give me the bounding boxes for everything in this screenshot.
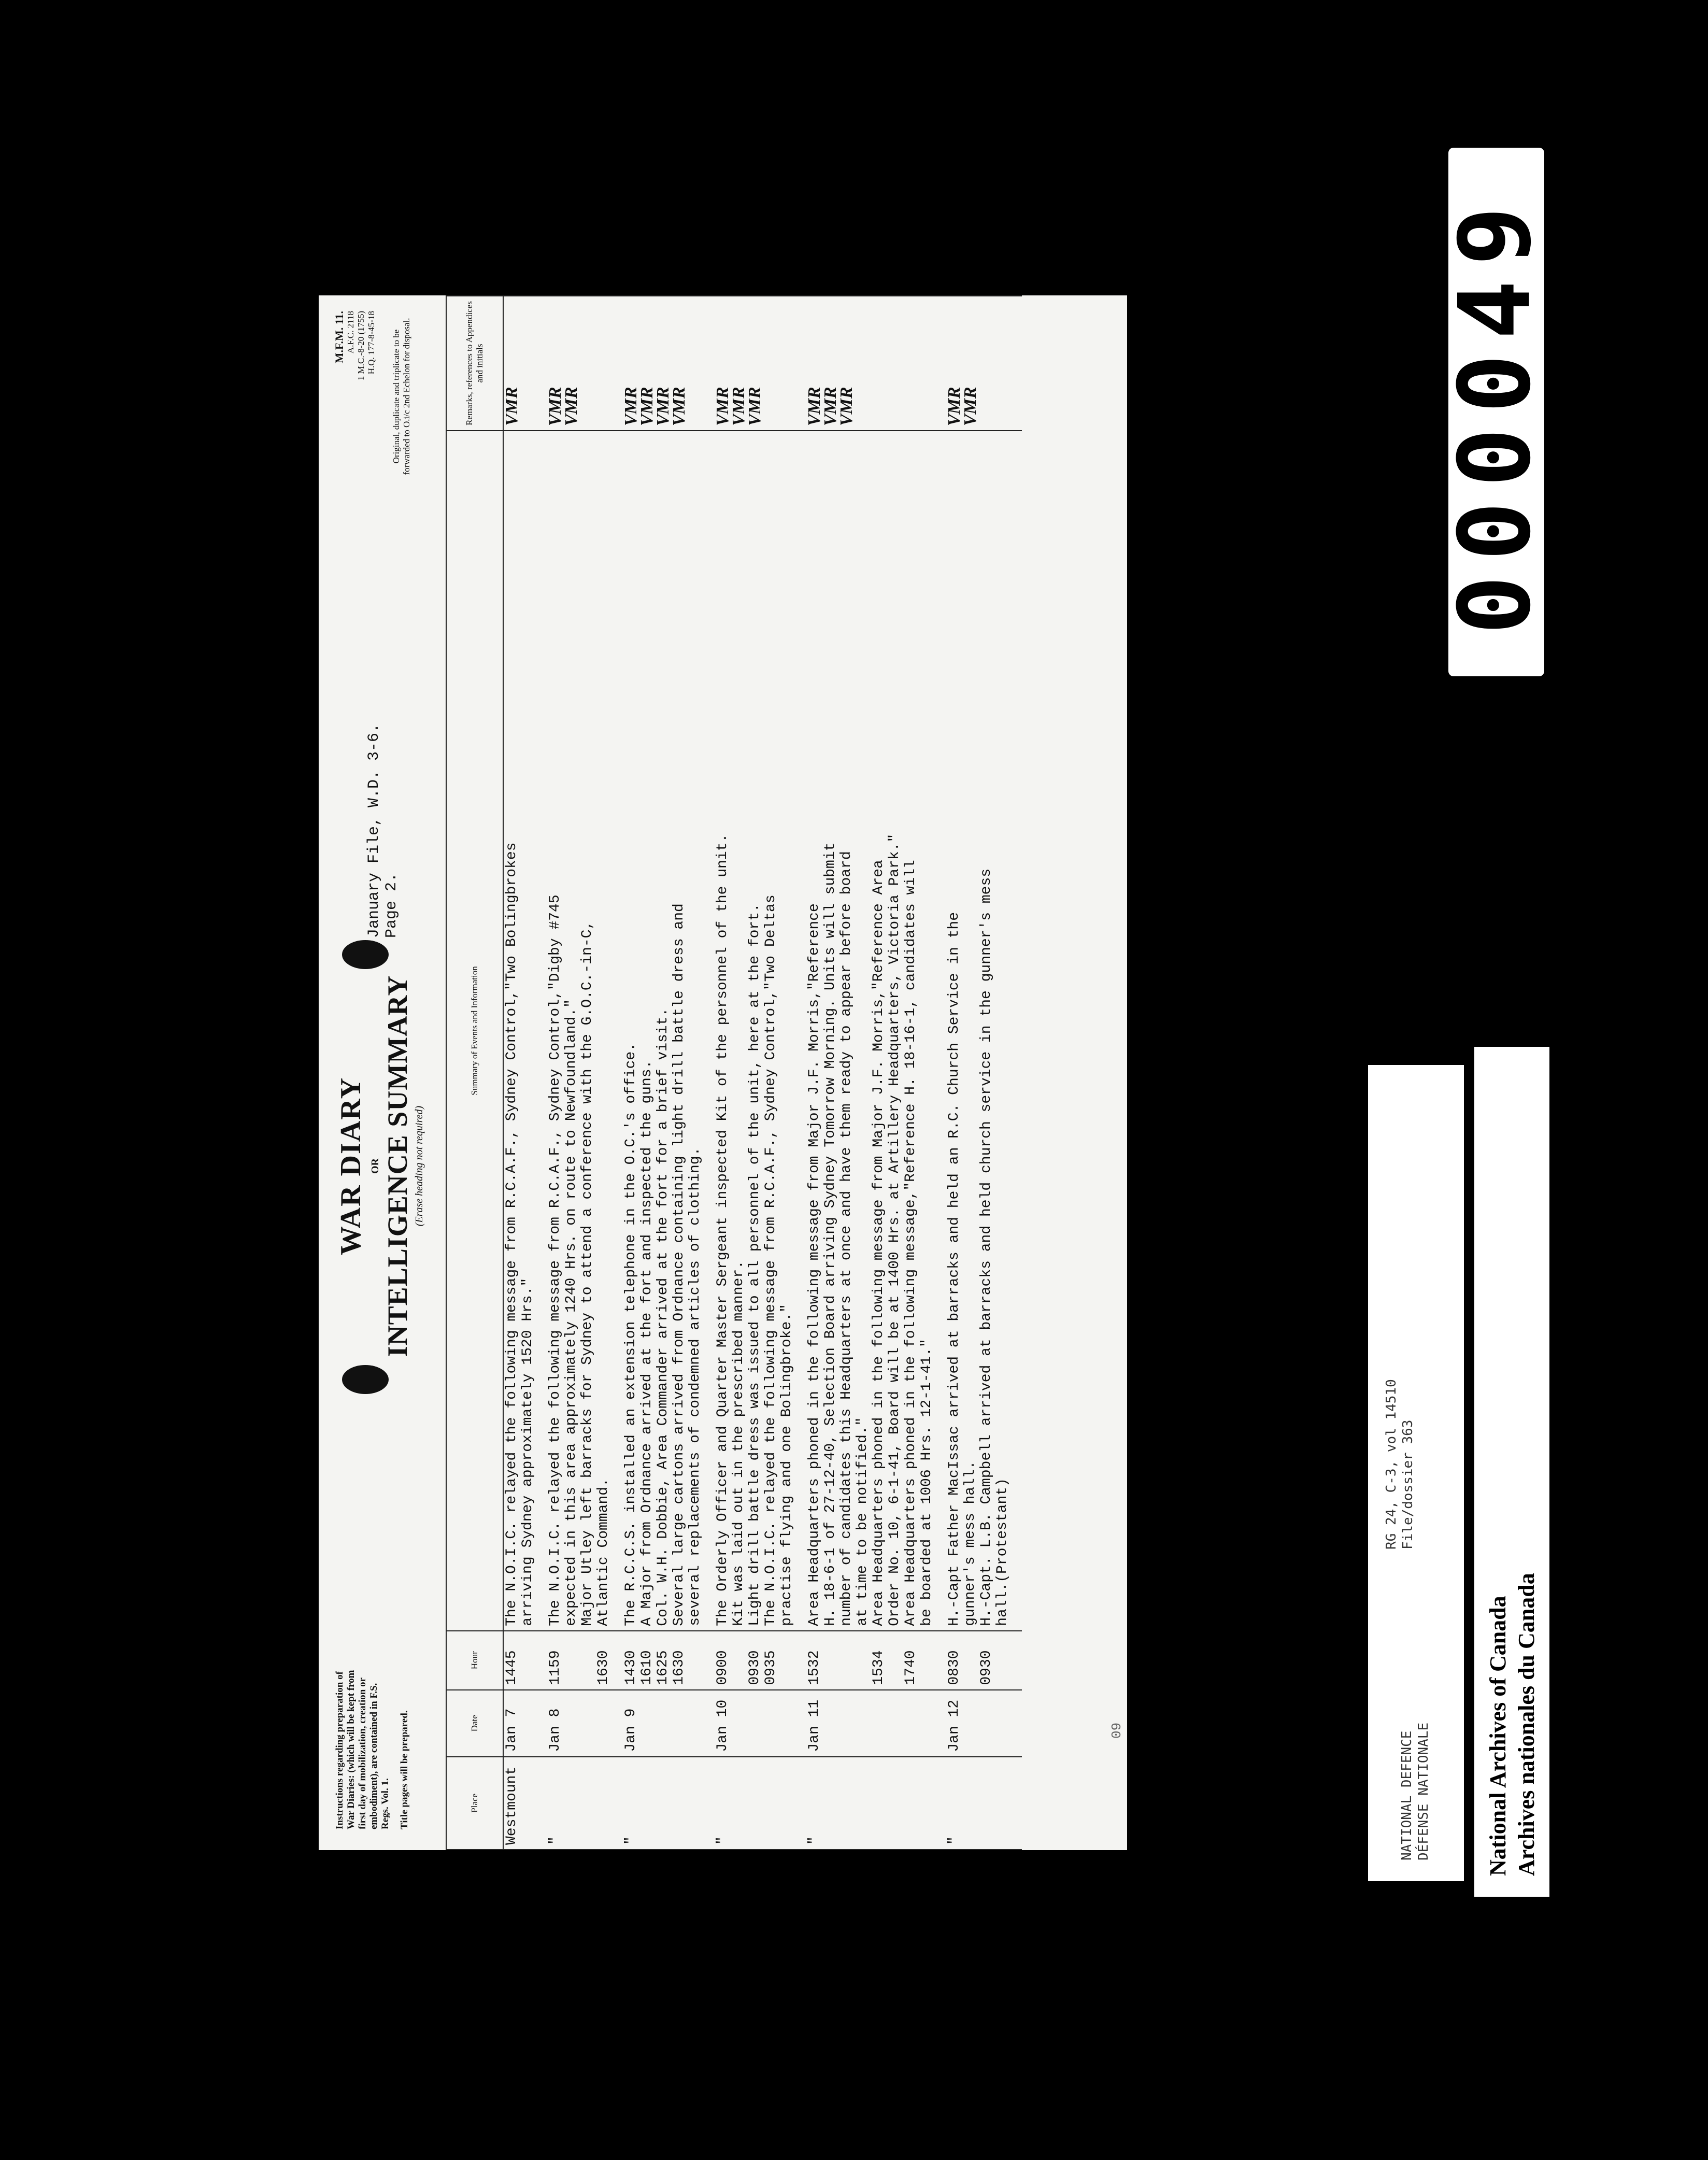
hour-text: 1445 — [504, 1650, 520, 1685]
hour-text: 1630 — [671, 1650, 687, 1685]
summary-line: hall.(Protestant) — [994, 1478, 1010, 1626]
summary-line: Kit was laid out in the prescribed manner. — [731, 1260, 747, 1626]
hour-text: 0900 — [715, 1650, 731, 1685]
reel-number-block — [1437, 148, 1553, 676]
hour-text: 1532 — [806, 1650, 822, 1685]
entry-date — [715, 1690, 795, 1757]
place-text: " — [623, 1836, 639, 1845]
archive-reference-label — [1368, 1065, 1464, 1881]
hour-text — [962, 1636, 978, 1685]
page-number: 09 — [1109, 1722, 1125, 1739]
entry-date — [946, 1690, 1010, 1757]
spacer-cell — [611, 431, 623, 1631]
summary-line: The Orderly Officer and Quarter Master Sergeant inspected Kit of the personnel of the unit. — [715, 833, 731, 1626]
hour-text: 1610 — [639, 1650, 655, 1685]
summary-line: gunner's mess hall. — [962, 1460, 978, 1626]
summary-line: Several large cartons arrived from Ordnance containing light drill battle dress and — [671, 903, 687, 1626]
entry-date — [806, 1690, 935, 1757]
initials-mark: VMR — [837, 387, 856, 427]
initials-mark: VMR — [821, 387, 840, 427]
place-text: " — [946, 1836, 962, 1845]
spacer-cell — [611, 1690, 623, 1757]
entry-date — [547, 1690, 611, 1757]
instructions-text: Instructions regarding preparation of War Diaries: (which will be kept from first day of mobilization, creation or embodiment), are contained in F.S. Regs. Vol. 1. — [334, 1670, 391, 1829]
summary-line: Major Utley left barracks for Sydney to attend a conference with the G.O.C.-in-C, — [579, 920, 595, 1626]
initials-mark: VMR — [945, 387, 964, 427]
col-remarks: Remarks, references to Appendices and initials — [446, 296, 503, 431]
spacer-cell — [795, 1631, 806, 1690]
col-hour: Hour — [446, 1631, 503, 1690]
hour-text — [855, 1636, 871, 1685]
label-rg-reference: RG 24, C-3, vol 14510 — [1384, 1379, 1399, 1550]
hour-text — [731, 1636, 747, 1685]
entry-summary — [806, 431, 935, 1631]
title-intelligence-summary: INTELLIGENCE SUMMARY — [382, 975, 413, 1357]
row-spacer — [935, 296, 946, 1850]
entry-remarks — [623, 296, 703, 431]
entry-hours — [946, 1631, 1010, 1690]
sheet-content — [319, 295, 1127, 1850]
form-number — [334, 311, 377, 380]
entry-hours — [623, 1631, 703, 1690]
summary-line: Area Headquarters phoned in the following message from Major J.F. Morris,"Reference Area — [871, 860, 887, 1626]
row-spacer — [1010, 296, 1022, 1850]
spacer-cell — [611, 1757, 623, 1850]
spacer-cell — [611, 1631, 623, 1690]
entry-date — [503, 1690, 536, 1757]
reel-number: 000049 — [1437, 192, 1553, 635]
forward-note: Original, duplicate and triplicate to be forwarded to O.i/c 2nd Echelon for disposal. — [391, 318, 411, 475]
page-ref-line: Page 2. — [383, 872, 401, 938]
initials-mark: VMR — [670, 387, 689, 427]
hour-text — [838, 1636, 855, 1685]
entry-date — [623, 1690, 703, 1757]
spacer-cell — [935, 1757, 946, 1850]
summary-line: several replacements of condemned articles of clothing. — [687, 1147, 703, 1626]
date-text: Jan 9 — [623, 1708, 639, 1752]
date-text: Jan 8 — [547, 1708, 563, 1752]
summary-line: A Major from Ordnance arrived at the fort and inspected the guns. — [639, 1060, 655, 1626]
label-defense-nationale: DÉFENSE NATIONALE — [1416, 1722, 1431, 1860]
initials-mark: VMR — [546, 387, 565, 427]
row-spacer — [611, 296, 623, 1850]
entry-remarks — [715, 296, 795, 431]
entry-summary — [547, 431, 611, 1631]
hour-text: 0935 — [763, 1650, 779, 1685]
summary-line: Area Headquarters phoned in the following message,"Reference H. 18-16-1, candidates will — [903, 860, 919, 1626]
date-text: Jan 10 — [715, 1699, 731, 1752]
summary-line: number of candidates this Headquarters at once and have them ready to appear before board — [838, 851, 855, 1626]
initials-mark: VMR — [961, 387, 980, 427]
summary-line: practise flying and one Bolingbroke." — [779, 1304, 795, 1626]
form-title — [334, 959, 425, 1373]
entry-place — [503, 1757, 536, 1850]
title-or: OR — [369, 1158, 381, 1174]
row-spacer — [795, 296, 806, 1850]
spacer-cell — [536, 1690, 547, 1757]
summary-line: H.-Capt Father MacIssac arrived at barracks and held an R.C. Church Service in the — [946, 912, 962, 1626]
summary-line: at time to be notified." — [855, 1417, 871, 1626]
entry-place — [806, 1757, 935, 1850]
place-text: Westmount — [504, 1766, 520, 1845]
col-place: Place — [446, 1757, 503, 1850]
spacer-cell — [935, 431, 946, 1631]
diary-entry-row — [547, 296, 611, 1850]
hour-text: 1630 — [595, 1650, 611, 1685]
spacer-cell — [703, 1631, 715, 1690]
file-ref-line: January File, W.D. 3-6. — [365, 723, 383, 938]
initials-mark: VMR — [621, 387, 641, 427]
spacer-cell — [536, 1757, 547, 1850]
diary-entry-row — [503, 296, 536, 1850]
spacer-cell — [795, 431, 806, 1631]
title-erase-note: (Erase heading not required) — [414, 1105, 425, 1227]
row-spacer — [536, 296, 547, 1850]
hour-text: 1740 — [903, 1650, 919, 1685]
initials-mark: VMR — [805, 387, 824, 427]
label-national-defence: NATIONAL DEFENCE — [1399, 1730, 1415, 1860]
hour-text — [822, 1636, 838, 1685]
spacer-cell — [795, 1690, 806, 1757]
spacer-cell — [703, 1690, 715, 1757]
spacer-cell — [1010, 1631, 1022, 1690]
spacer-cell — [1010, 1757, 1022, 1850]
date-text: Jan 12 — [946, 1699, 962, 1752]
hour-text — [579, 1636, 595, 1685]
hour-text: 0830 — [946, 1650, 962, 1685]
spacer-cell — [703, 1757, 715, 1850]
col-date: Date — [446, 1690, 503, 1757]
summary-line: The N.O.I.C. relayed the following message from R.C.A.F., Sydney Control,"Two Deltas — [763, 894, 779, 1626]
label-file-dossier: File/dossier 363 — [1400, 1419, 1416, 1550]
diary-entry-row — [806, 296, 935, 1850]
diary-table — [446, 295, 1022, 1850]
summary-line: The R.C.C.S. installed an extension telephone in the O.C.'s office. — [623, 1042, 639, 1626]
hour-text: 1625 — [655, 1650, 671, 1685]
summary-line: be boarded at 1006 Hrs. 12-1-41." — [919, 1339, 935, 1626]
diary-entry-row — [623, 296, 703, 1850]
form-codes: A.F.C. 2118 1 M.C.-8-20 (1755) H.Q. 177-8-45-18 — [346, 311, 376, 381]
spacer-cell — [703, 431, 715, 1631]
title-war-diary: WAR DIARY — [335, 1076, 367, 1256]
date-text: Jan 7 — [504, 1708, 520, 1752]
hour-text — [887, 1636, 903, 1685]
hour-text: 1534 — [871, 1650, 887, 1685]
initials-mark: VMR — [562, 387, 581, 427]
place-text: " — [547, 1836, 563, 1845]
hour-text: 1159 — [547, 1650, 563, 1685]
diary-entry-row — [715, 296, 795, 1850]
initials-mark: VMR — [729, 387, 748, 427]
diary-body — [503, 296, 1022, 1850]
initials-mark: VMR — [653, 387, 673, 427]
initials-mark: VMR — [637, 387, 657, 427]
spacer-cell — [536, 431, 547, 1631]
entry-summary — [503, 431, 536, 1631]
entry-place — [715, 1757, 795, 1850]
place-text: " — [806, 1836, 822, 1845]
initials-mark: VMR — [745, 387, 764, 427]
entry-hours — [806, 1631, 935, 1690]
hour-text: 0930 — [978, 1650, 994, 1685]
entry-place — [623, 1757, 703, 1850]
national-archives-label — [1474, 1047, 1549, 1897]
date-text: Jan 11 — [806, 1699, 822, 1752]
diary-header-row — [446, 296, 503, 1850]
summary-line: arriving Sydney approximately 1520 Hrs." — [520, 1277, 536, 1626]
spacer-cell — [1010, 296, 1022, 431]
hour-text: 0930 — [747, 1650, 763, 1685]
spacer-cell — [1010, 431, 1022, 1631]
summary-line: H.-Capt. L.B. Campbell arrived at barracks and held church service in the gunner's mess — [978, 868, 994, 1626]
entry-place — [547, 1757, 611, 1850]
spacer-cell — [536, 1631, 547, 1690]
entry-place — [946, 1757, 1010, 1850]
entry-summary — [715, 431, 795, 1631]
summary-line: Light drill battle dress was issued to all personnel of the unit, here at the fort. — [747, 903, 763, 1626]
form-number-main: M.F.M. 11. — [333, 311, 346, 364]
entry-summary — [946, 431, 1010, 1631]
entry-remarks — [946, 296, 1010, 431]
summary-line: The N.O.I.C. relayed the following message from R.C.A.F., Sydney Control,"Two Bolingbrokes — [504, 842, 520, 1626]
summary-line: Order No. 10, 6-1-41, Board will be at 1400 Hrs. at Artillery Headquarters, Victoria Park." — [887, 833, 903, 1626]
hour-text: 1430 — [623, 1650, 639, 1685]
place-text: " — [715, 1836, 731, 1845]
file-reference — [365, 723, 401, 938]
diary-entry-row — [946, 296, 1010, 1850]
label-national-archives-en: National Archives of Canada — [1485, 1596, 1511, 1876]
entry-summary — [623, 431, 703, 1631]
summary-line: H. 18-6-1 of 27-12-40, Selection Board arriving Sydney Tomorrow Morning. Units will submit — [822, 842, 838, 1626]
col-summary: Summary of Events and Information — [446, 431, 503, 1631]
archive-reference-label-inner — [1378, 1075, 1454, 1871]
summary-line: The N.O.I.C. relayed the following message from R.C.A.F., Sydney Control,"Digby #745 — [547, 894, 563, 1626]
spacer-cell — [935, 1631, 946, 1690]
entry-hours — [503, 1631, 536, 1690]
war-diary-sheet — [319, 295, 1127, 1850]
initials-mark: VMR — [502, 387, 521, 427]
entry-remarks — [806, 296, 935, 431]
spacer-cell — [1010, 1690, 1022, 1757]
hour-text — [563, 1636, 579, 1685]
summary-line: Col. W.H. Dobbie, Area Commander arrived at the fort for a brief visit. — [655, 1007, 671, 1626]
entry-remarks — [547, 296, 611, 431]
entry-hours — [715, 1631, 795, 1690]
entry-remarks — [503, 296, 536, 431]
entry-hours — [547, 1631, 611, 1690]
summary-line: expected in this area approximately 1240 Hrs. on route to Newfoundland." — [563, 999, 579, 1626]
initials-mark: VMR — [713, 387, 732, 427]
label-national-archives-fr: Archives nationales du Canada — [1514, 1573, 1539, 1876]
title-pages-note: Title pages will be prepared. — [399, 1710, 410, 1829]
spacer-cell — [795, 1757, 806, 1850]
row-spacer — [703, 296, 715, 1850]
summary-line: Area Headquarters phoned in the following message from Major J.F. Morris,"Reference — [806, 903, 822, 1626]
spacer-cell — [935, 1690, 946, 1757]
summary-line: Atlantic Command. — [595, 1478, 611, 1626]
